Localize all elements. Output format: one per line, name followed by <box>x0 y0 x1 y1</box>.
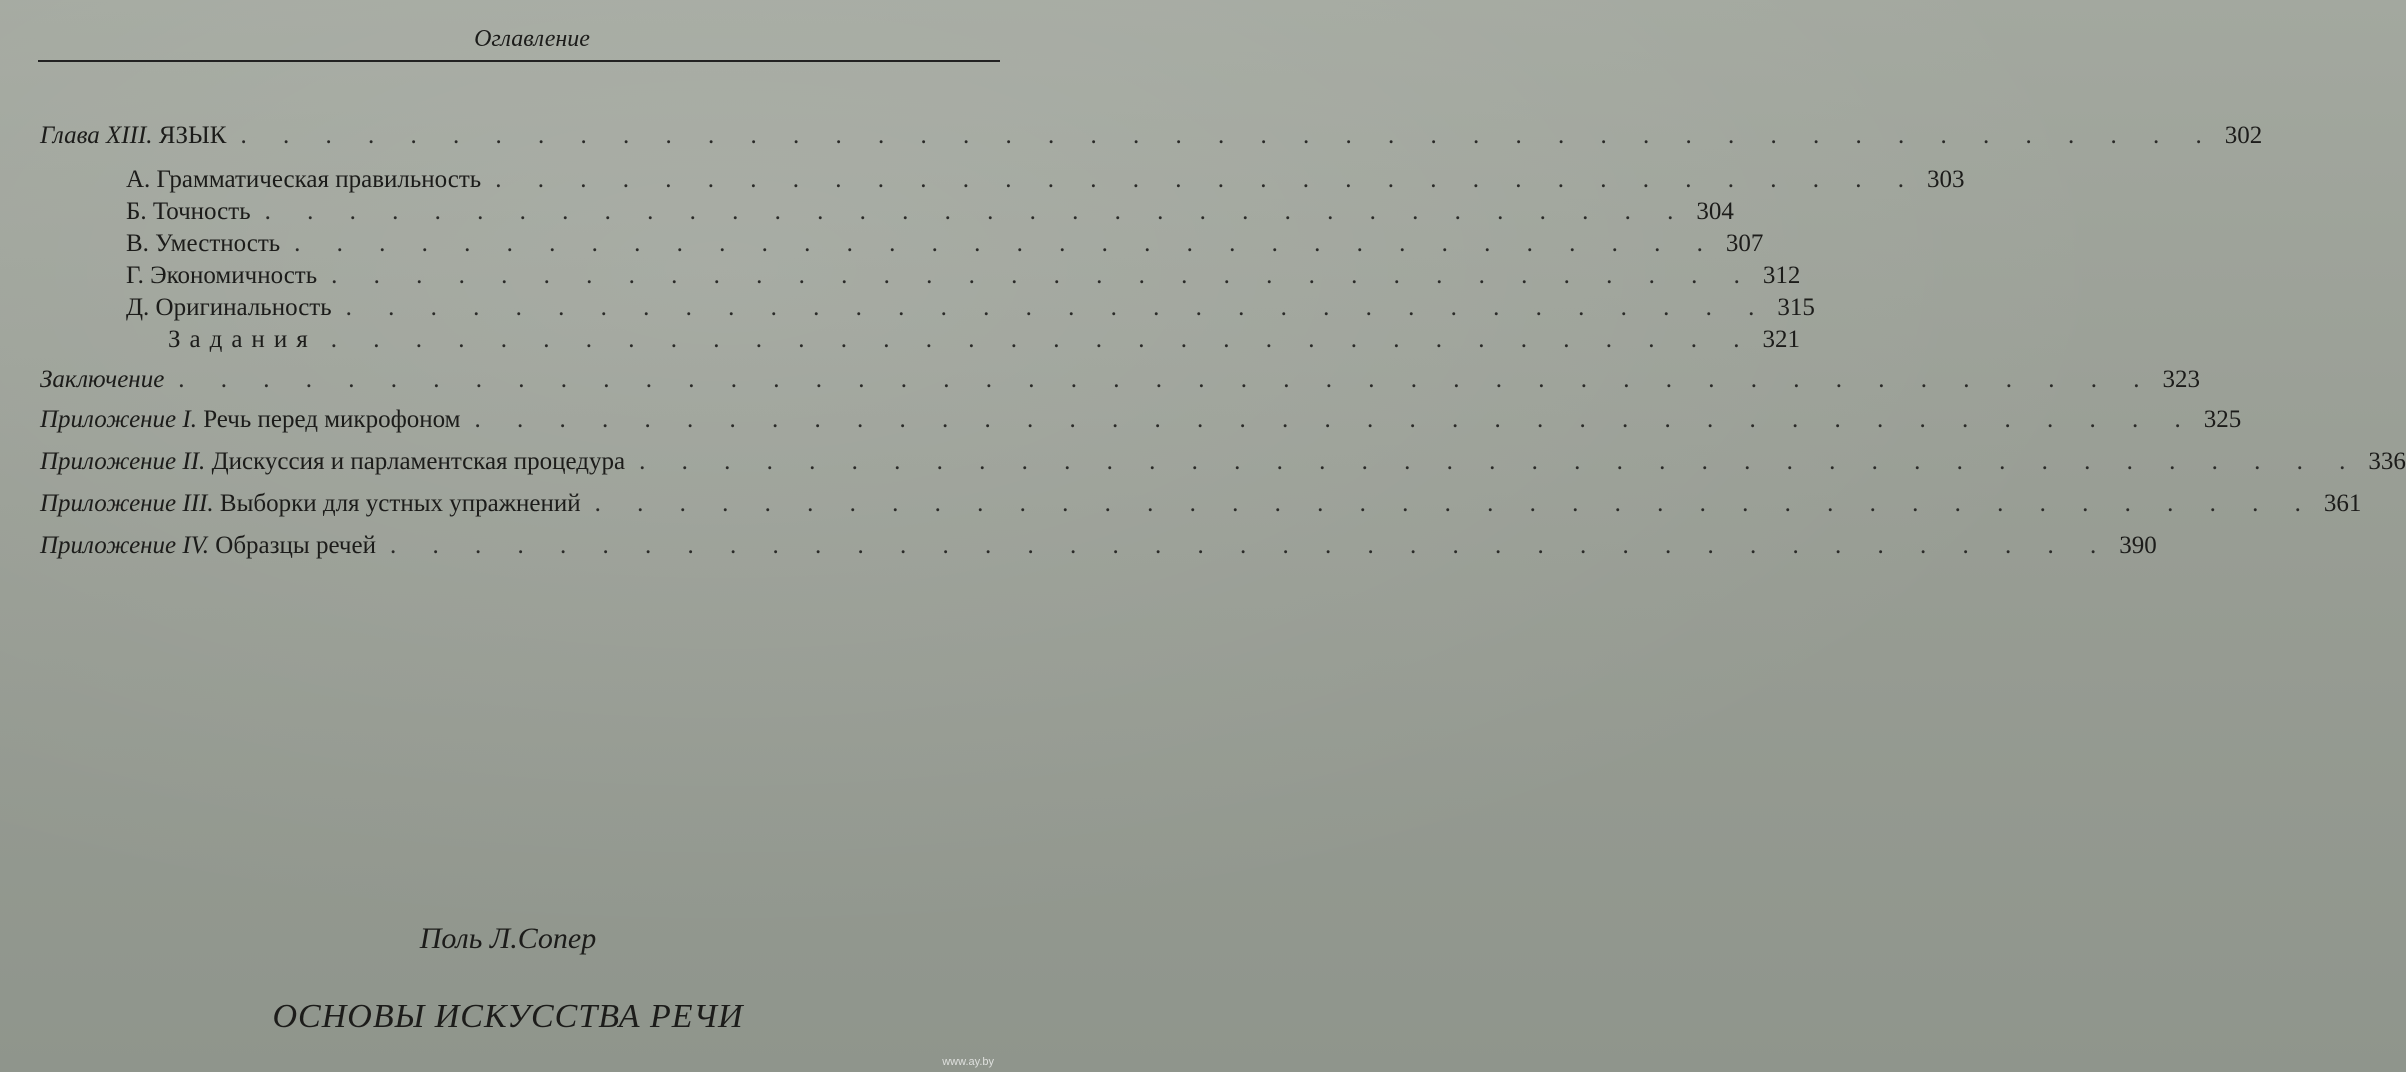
toc-entry-page: 303 <box>1926 166 1965 193</box>
leader-dots: . . . . . . . . . . . . . . . . . . . . . . . . . . . . . . . . . . <box>294 230 1718 257</box>
toc-entry-title: Дискуссия и парламентская процедура <box>205 448 626 475</box>
toc-entry-title: Выборки для устных упражнений <box>213 490 581 517</box>
toc-entry-prefix: Глава XIII. <box>40 122 153 149</box>
toc-entry-prefix: Приложение II. <box>40 448 206 475</box>
toc-entry-appendix-2 <box>40 448 2406 482</box>
toc-entry-prefix: Приложение III. <box>40 490 214 517</box>
watermark: www.ay.by <box>942 1056 994 1068</box>
toc-entry-title: Д. Оригинальность <box>126 294 332 321</box>
toc-entry-prefix: Приложение IV. <box>40 532 210 559</box>
toc-entry-title: Г. Экономичность <box>126 262 318 289</box>
toc-entry-section-b <box>126 198 1734 232</box>
toc-entry-title: В. Уместность <box>126 230 281 257</box>
toc-entry-appendix-1 <box>40 406 2242 440</box>
toc-entry-title: А. Грамматическая правильность <box>126 166 482 193</box>
toc-entry-title: ЯЗЫК <box>152 122 227 149</box>
toc-entry-chapter-13 <box>40 122 2263 156</box>
leader-dots: . . . . . . . . . . . . . . . . . . . . . . . . . . . . . . . . . . . . . . . . . <box>639 448 2361 475</box>
leader-dots: . . . . . . . . . . . . . . . . . . . . . . . . . . . . . . . . . . . . . . . . . <box>594 490 2316 517</box>
toc-entry-page: 323 <box>2162 366 2201 393</box>
toc-entry-section-v <box>126 230 1764 264</box>
toc-entry-title: Задания <box>168 326 317 353</box>
leader-dots: . . . . . . . . . . . . . . . . . . . . . . . . . . . . . . . . . . <box>330 326 1755 353</box>
toc-entry-section-a <box>126 166 1965 200</box>
toc-entry-page: 312 <box>1762 262 1801 289</box>
toc-entry-title: Б. Точность <box>126 198 251 225</box>
toc-entry-page: 302 <box>2224 122 2263 149</box>
toc-entry-page: 325 <box>2203 406 2242 433</box>
book-title: ОСНОВЫ ИСКУССТВА РЕЧИ <box>272 998 744 1035</box>
toc-entry-appendix-3 <box>40 490 2362 524</box>
toc-entry-title: Образцы речей <box>209 532 376 559</box>
leader-dots: . . . . . . . . . . . . . . . . . . . . . . . . . . . . . . . . . . <box>264 198 1689 225</box>
header-rule <box>38 60 1000 62</box>
leader-dots: . . . . . . . . . . . . . . . . . . . . . . . . . . . . . . . . . . . . . . . . . <box>389 532 2112 559</box>
toc-entry-prefix: Приложение I. <box>40 406 197 433</box>
toc-entry-page: 336 <box>2368 448 2406 475</box>
leader-dots: . . . . . . . . . . . . . . . . . . . . . . . . . . . . . . . . . . <box>345 294 1770 321</box>
leader-dots: . . . . . . . . . . . . . . . . . . . . . . . . . . . . . . . . . . . . . . . . . . . . . . . <box>178 366 2155 393</box>
toc-entry-title: Речь перед микрофоном <box>196 406 461 433</box>
leader-dots: . . . . . . . . . . . . . . . . . . . . . . . . . . . . . . . . . . . . . . . . . . . . . . . <box>240 122 2217 149</box>
toc-entry-page: 390 <box>2119 532 2157 559</box>
toc-entry-page: 307 <box>1725 230 1764 257</box>
leader-dots: . . . . . . . . . . . . . . . . . . . . . . . . . . . . . . . . . . <box>331 262 1755 289</box>
toc-entry-section-g <box>126 262 1801 296</box>
leader-dots: . . . . . . . . . . . . . . . . . . . . . . . . . . . . . . . . . . <box>495 166 1919 193</box>
toc-entry-section-d <box>126 294 1815 328</box>
toc-entry-exercises <box>168 326 1800 360</box>
author-name: Поль Л.Сопер <box>419 922 597 955</box>
toc-entry-page: 304 <box>1696 198 1734 225</box>
toc-entry-prefix: Заключение <box>40 366 165 393</box>
toc-entry-conclusion <box>40 366 2201 400</box>
page-header-title: Оглавление <box>474 26 590 52</box>
leader-dots: . . . . . . . . . . . . . . . . . . . . . . . . . . . . . . . . . . . . . . . . . <box>474 406 2196 433</box>
toc-entry-appendix-4 <box>40 532 2157 566</box>
toc-entry-page: 321 <box>1762 326 1800 353</box>
toc-entry-page: 315 <box>1777 294 1815 321</box>
toc-entry-page: 361 <box>2323 490 2362 517</box>
